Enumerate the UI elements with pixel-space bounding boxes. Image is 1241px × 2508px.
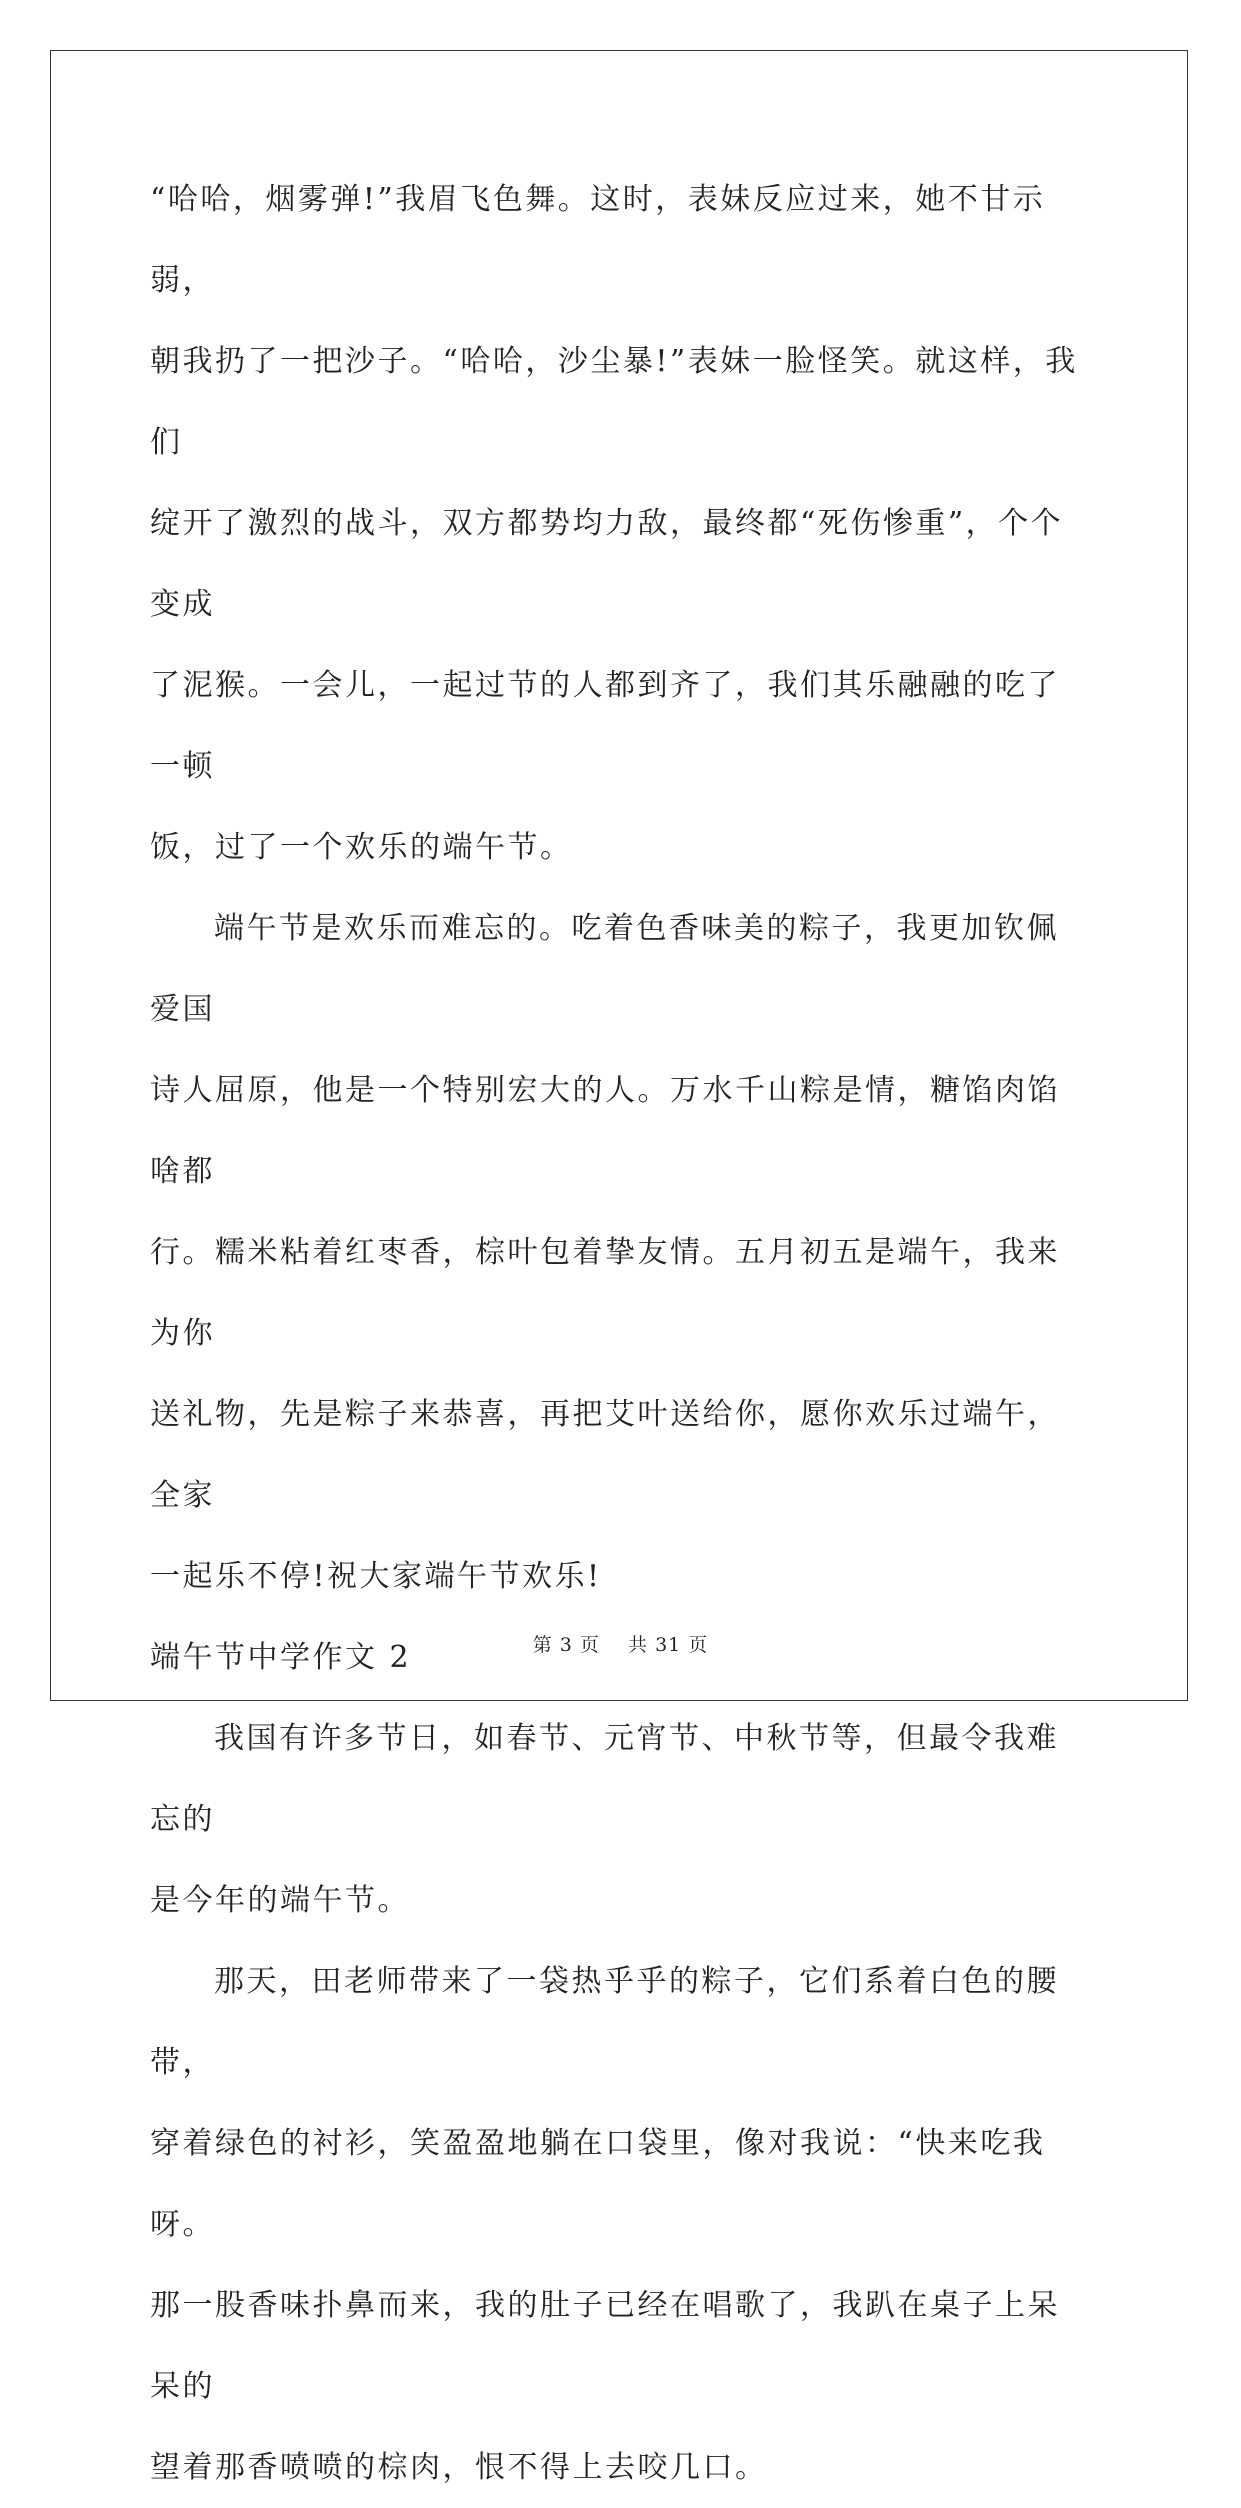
body-line: 行。糯米粘着红枣香，棕叶包着挚友情。五月初五是端午，我来为你 bbox=[150, 1235, 1060, 1351]
paragraph-start-line: 端午节是欢乐而难忘的。吃着色香味美的粽子，我更加钦佩爱国 bbox=[150, 911, 1059, 1027]
document-body bbox=[150, 159, 1090, 2508]
total-pages: 共 31 页 bbox=[628, 1634, 709, 1656]
paragraph-start-line: 那天，田老师带来了一袋热乎乎的粽子，它们系着白色的腰带， bbox=[150, 1964, 1059, 2080]
body-line: 一起乐不停!祝大家端午节欢乐! bbox=[150, 1559, 602, 1594]
page-footer bbox=[0, 1630, 1241, 1657]
body-line: 穿着绿色的衬衫，笑盈盈地躺在口袋里，像对我说：“快来吃我呀。 bbox=[150, 2126, 1046, 2242]
body-line: 诗人屈原，他是一个特别宏大的人。万水千山粽是情，糖馅肉馅啥都 bbox=[150, 1073, 1060, 1189]
body-line: 绽开了激烈的战斗，双方都势均力敌，最终都“死伤惨重”，个个变成 bbox=[150, 506, 1064, 622]
body-line: 是今年的端午节。 bbox=[150, 1883, 410, 1918]
body-line: 那一股香味扑鼻而来，我的肚子已经在唱歌了，我趴在桌子上呆呆的 bbox=[150, 2288, 1060, 2404]
body-line: 望着那香喷喷的棕肉，恨不得上去咬几口。 bbox=[150, 2450, 768, 2485]
body-line: 了泥猴。一会儿，一起过节的人都到齐了，我们其乐融融的吃了一顿 bbox=[150, 668, 1060, 784]
page-number: 第 3 页 bbox=[532, 1634, 600, 1656]
body-line: 送礼物，先是粽子来恭喜，再把艾叶送给你，愿你欢乐过端午，全家 bbox=[150, 1397, 1060, 1513]
body-line: 朝我扔了一把沙子。“哈哈，沙尘暴!”表妹一脸怪笑。就这样，我们 bbox=[150, 344, 1078, 460]
section-heading: 端午节中学作文 2 bbox=[150, 1640, 412, 1675]
body-line: “哈哈，烟雾弹!”我眉飞色舞。这时，表妹反应过来，她不甘示弱， bbox=[150, 182, 1046, 298]
body-line: 饭，过了一个欢乐的端午节。 bbox=[150, 830, 573, 865]
paragraph-start-line: 我国有许多节日，如春节、元宵节、中秋节等，但最令我难忘的 bbox=[150, 1721, 1059, 1837]
